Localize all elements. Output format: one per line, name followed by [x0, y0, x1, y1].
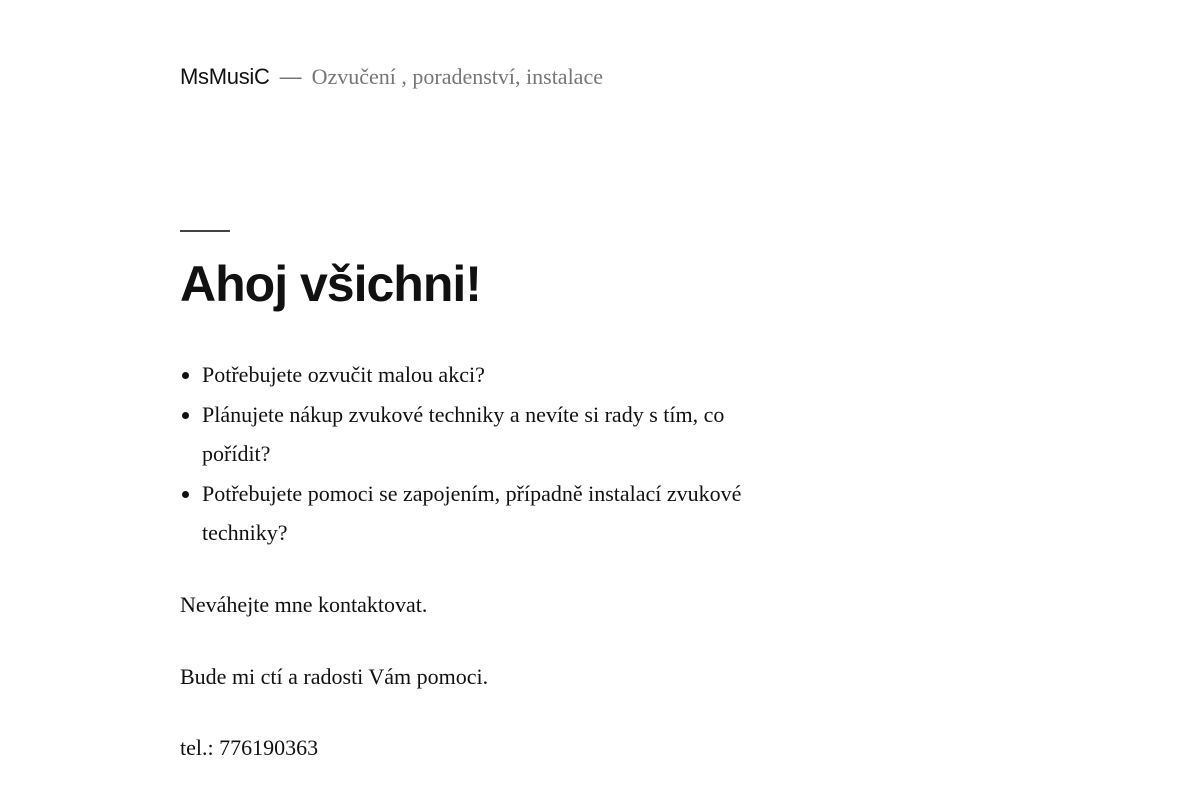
- site-header: [180, 64, 603, 90]
- title-separator: —: [279, 64, 302, 89]
- phone-paragraph: tel.: 776190363: [180, 735, 319, 760]
- list-item: • Plánujete nákup zvukové techniky a nevíte si rady s tím, co pořídit?: [202, 395, 762, 474]
- post-title: Ahoj všichni!: [180, 256, 481, 312]
- title-divider: [180, 230, 230, 232]
- post-list: [180, 355, 762, 553]
- site-tagline: Ozvučení , poradenství, instalace: [311, 64, 603, 89]
- list-item: • Potřebujete pomoci se zapojením, případně instalací zvukové techniky?: [202, 474, 762, 553]
- contact-paragraph: Neváhejte mne kontaktovat.: [180, 592, 428, 617]
- help-paragraph: Bude mi ctí a radosti Vám pomoci.: [180, 664, 489, 689]
- site-title-link[interactable]: MsMusiC: [180, 64, 270, 89]
- list-item: • Potřebujete ozvučit malou akci?: [202, 355, 762, 395]
